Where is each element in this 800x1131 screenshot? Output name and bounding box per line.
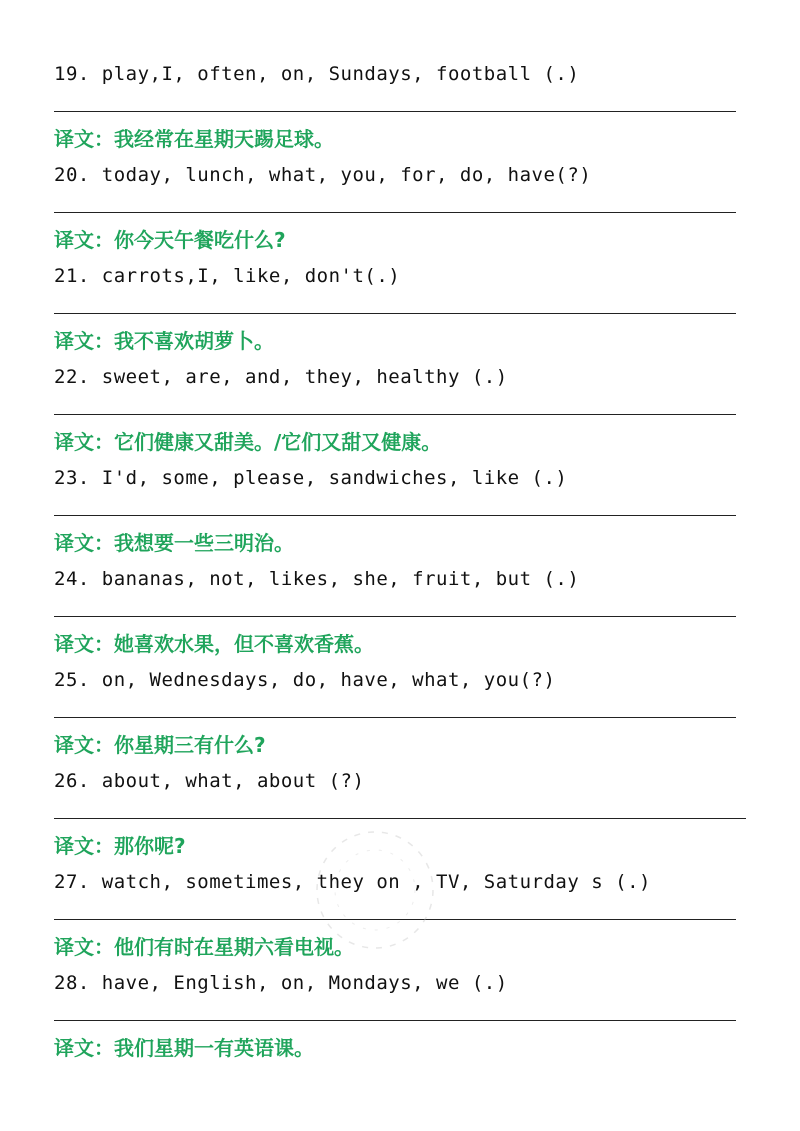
question-text: 19. play,I, often, on, Sundays, football (.) bbox=[54, 63, 580, 85]
translation-text: 译文：你今天午餐吃什么? bbox=[54, 228, 286, 252]
translation-text: 译文：它们健康又甜美。/它们又甜又健康。 bbox=[54, 430, 442, 454]
question-text: 25. on, Wednesdays, do, have, what, you(?) bbox=[54, 669, 556, 691]
answer-line[interactable] bbox=[54, 616, 736, 617]
translation-text: 译文：我经常在星期天踢足球。 bbox=[54, 127, 334, 151]
question-text: 28. have, English, on, Mondays, we (.) bbox=[54, 972, 508, 994]
question-text: 20. today, lunch, what, you, for, do, have(?) bbox=[54, 164, 592, 186]
translation-text: 译文：她喜欢水果，但不喜欢香蕉。 bbox=[54, 632, 374, 656]
translation-text: 译文：我想要一些三明治。 bbox=[54, 531, 294, 555]
translation-text: 译文：那你呢? bbox=[54, 834, 186, 858]
answer-line[interactable] bbox=[54, 919, 736, 920]
answer-line[interactable] bbox=[54, 212, 736, 213]
question-text: 27. watch, sometimes, they on , TV, Saturday s (.) bbox=[54, 871, 651, 893]
answer-line[interactable] bbox=[54, 717, 736, 718]
translation-text: 译文：我们星期一有英语课。 bbox=[54, 1036, 314, 1060]
question-text: 26. about, what, about (?) bbox=[54, 770, 365, 792]
question-text: 21. carrots,I, like, don't(.) bbox=[54, 265, 401, 287]
answer-line[interactable] bbox=[54, 313, 736, 314]
answer-line[interactable] bbox=[54, 414, 736, 415]
translation-text: 译文：他们有时在星期六看电视。 bbox=[54, 935, 354, 959]
translation-text: 译文：我不喜欢胡萝卜。 bbox=[54, 329, 274, 353]
answer-line[interactable] bbox=[54, 515, 736, 516]
translation-text: 译文：你星期三有什么? bbox=[54, 733, 266, 757]
answer-line[interactable] bbox=[54, 1020, 736, 1021]
question-text: 24. bananas, not, likes, she, fruit, but (.) bbox=[54, 568, 580, 590]
question-text: 22. sweet, are, and, they, healthy (.) bbox=[54, 366, 508, 388]
question-text: 23. I'd, some, please, sandwiches, like (.) bbox=[54, 467, 568, 489]
answer-line[interactable] bbox=[54, 111, 736, 112]
answer-line[interactable] bbox=[54, 818, 746, 819]
